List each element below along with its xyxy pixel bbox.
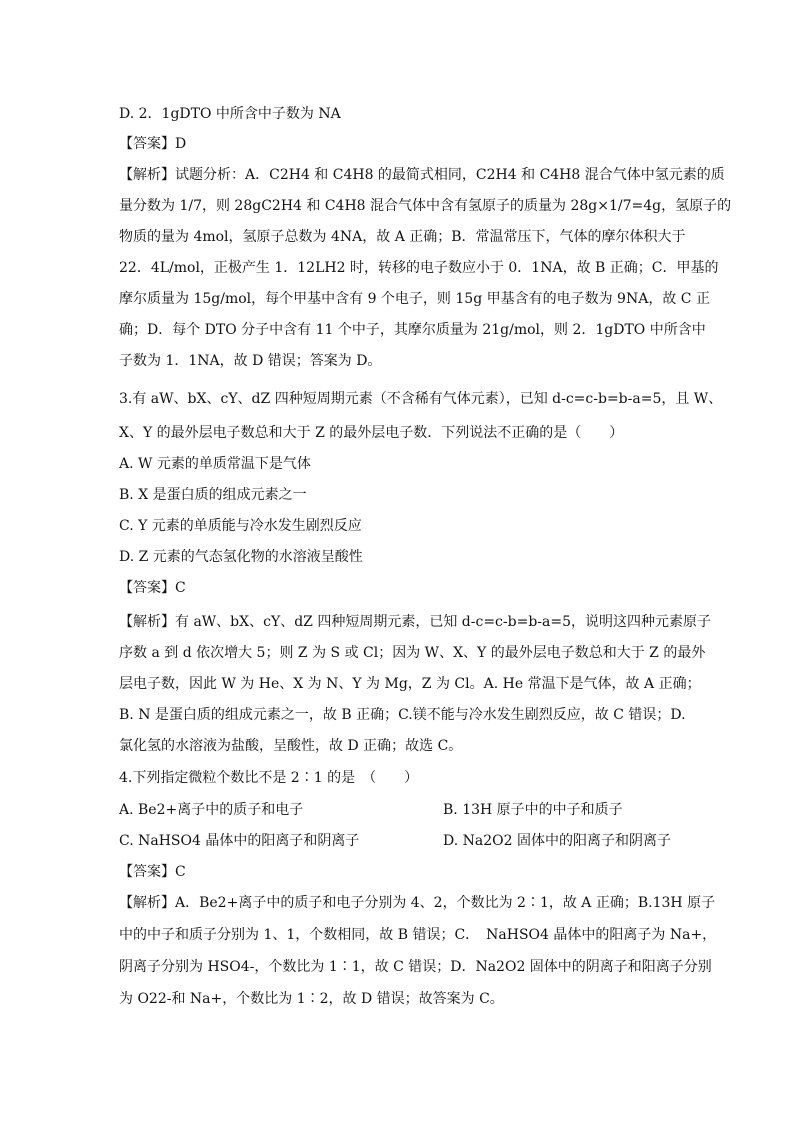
option-c-q3: C. Y 元素的单质能与冷水发生剧烈反应 — [119, 518, 362, 534]
analysis-q2-line-3: 物质的量为 4mol，氢原子总数为 4NA，故 A 正确；B．常温常压下，气体的摩尔体积大于 — [119, 229, 686, 245]
analysis-q4-line-4: 为 O22-和 Na+，个数比为 1∶2，故 D 错误；故答案为 C。 — [119, 991, 504, 1007]
analysis-q2-line-4: 22．4L/mol，正极产生 1．12LH2 时，转移的电子数应小于 0．1NA，故 B 正确；C．甲基的 — [119, 260, 719, 276]
answer-q3: 【答案】C — [119, 580, 186, 596]
analysis-q3-line-3: 层电子数，因此 W 为 He、X 为 N、Y 为 Mg，Z 为 Cl。A. He 常温下是气体，故 A 正确； — [119, 676, 701, 692]
answer-q2: 【答案】D — [119, 136, 187, 152]
option-c-q4: C. NaHSO4 晶体中的阳离子和阴离子 — [119, 833, 360, 849]
option-b-q3: B. X 是蛋白质的组成元素之一 — [119, 487, 307, 503]
analysis-q2-line-2: 量分数为 1/7，则 28gC2H4 和 C4H8 混合气体中含有氢原子的质量为 28g×1/7=4g，氢原子的 — [119, 198, 732, 214]
answer-q4: 【答案】C — [119, 864, 186, 880]
analysis-q4-line-1: 【解析】A．Be2+离子中的质子和电子分别为 4、2，个数比为 2∶1，故 A 正确；B.13H 原子 — [119, 895, 716, 911]
question-3-line-2: X、Y 的最外层电子数总和大于 Z 的最外层电子数．下列说法不正确的是（ ） — [119, 425, 624, 441]
analysis-q3-line-4: B. N 是蛋白质的组成元素之一，故 B 正确；C.镁不能与冷水发生剧烈反应，故 C 错误；D. — [119, 707, 686, 723]
option-a-q4: A. Be2+离子中的质子和电子 — [119, 802, 304, 818]
analysis-q3-line-5: 氯化氢的水溶液为盐酸，呈酸性，故 D 正确；故选 C。 — [119, 738, 463, 754]
option-a-q3: A. W 元素的单质常温下是气体 — [119, 456, 311, 472]
analysis-q3-line-2: 序数 a 到 d 依次增大 5；则 Z 为 S 或 Cl；因为 W、X、Y 的最外层电子数总和大于 Z 的最外 — [119, 645, 706, 661]
question-4: 4.下列指定微粒个数比不是 2∶1 的是 （ ） — [119, 770, 419, 786]
question-3-line-1: 3.有 aW、bX、cY、dZ 四种短周期元素（不含稀有气体元素），已知 d-c=c-b=b-a=5，且 W、 — [119, 391, 723, 407]
option-d-q4: D. Na2O2 固体中的阳离子和阴离子 — [443, 833, 671, 849]
analysis-q2-line-7: 子数为 1．1NA，故 D 错误；答案为 D。 — [119, 353, 382, 369]
analysis-q2-line-1: 【解析】试题分析：A．C2H4 和 C4H8 的最简式相同，C2H4 和 C4H8 混合气体中氢元素的质 — [119, 167, 725, 183]
option-d-q2: D. 2．1gDTO 中所含中子数为 NA — [119, 106, 341, 122]
option-d-q3: D. Z 元素的气态氢化物的水溶液呈酸性 — [119, 549, 363, 565]
analysis-q2-line-5: 摩尔质量为 15g/mol，每个甲基中含有 9 个电子，则 15g 甲基含有的电子数为 9NA，故 C 正 — [119, 291, 710, 307]
analysis-q3-line-1: 【解析】有 aW、bX、cY、dZ 四种短周期元素，已知 d-c=c-b=b-a=5，说明这四种元素原子 — [119, 614, 711, 630]
analysis-q2-line-6: 确；D．每个 DTO 分子中含有 11 个中子，其摩尔质量为 21g/mol，则 2．1gDTO 中所含中 — [119, 322, 706, 338]
analysis-q4-line-3: 阴离子分别为 HSO4-，个数比为 1∶1，故 C 错误；D．Na2O2 固体中的阴离子和阳离子分别 — [119, 959, 712, 975]
option-b-q4: B. 13H 原子中的中子和质子 — [443, 802, 623, 818]
analysis-q4-line-2: 中的中子和质子分别为 1、1，个数相同，故 B 错误；C． NaHSO4 晶体中的阳离子为 Na+， — [119, 927, 717, 943]
